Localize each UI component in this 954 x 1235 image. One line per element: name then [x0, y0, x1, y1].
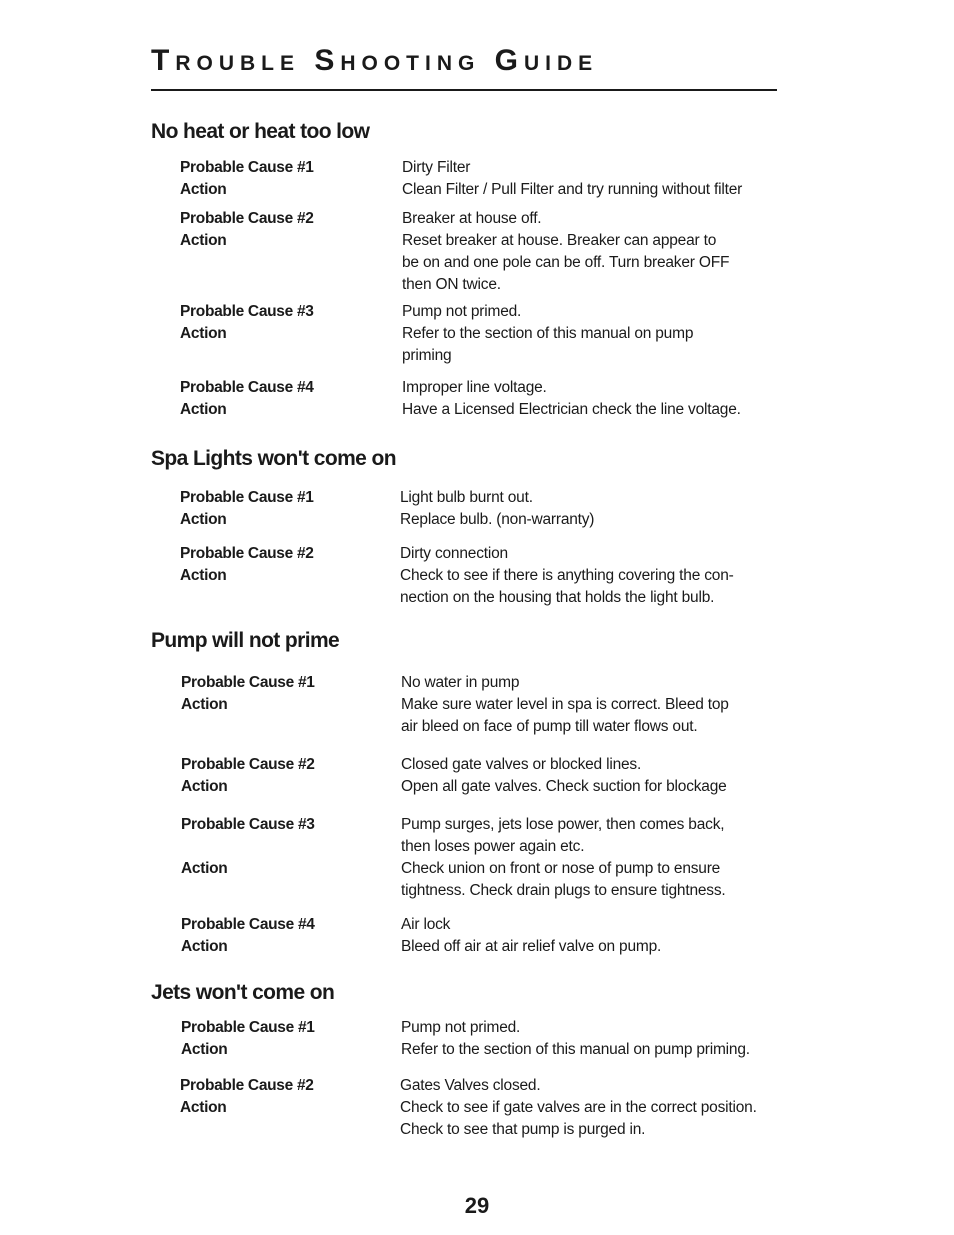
- cause-text: then loses power again etc.: [401, 838, 585, 855]
- cause-label: Probable Cause #2: [180, 545, 314, 562]
- cause-label: Probable Cause #3: [181, 816, 315, 833]
- section-spa-lights: [151, 446, 791, 606]
- section-title: Spa Lights won't come on: [151, 447, 396, 470]
- action-text: Check to see if there is anything covering the con-: [400, 567, 734, 584]
- action-text: air bleed on face of pump till water flows out.: [401, 718, 698, 735]
- page-title: Trouble Shooting Guide: [151, 44, 599, 77]
- action-text: Reset breaker at house. Breaker can appear to: [402, 232, 717, 249]
- action-text: Refer to the section of this manual on pump: [402, 325, 694, 342]
- cause-label: Probable Cause #2: [180, 210, 314, 227]
- action-text: Replace bulb. (non-warranty): [400, 511, 595, 528]
- action-text: tightness. Check drain plugs to ensure tightness.: [401, 882, 726, 899]
- action-label: Action: [181, 860, 228, 877]
- cause-text: Dirty Filter: [402, 159, 471, 176]
- section-title: Pump will not prime: [151, 629, 340, 652]
- action-text: Check union on front or nose of pump to ensure: [401, 860, 721, 877]
- cause-label: Probable Cause #2: [180, 1077, 314, 1094]
- header-rule: [151, 89, 777, 91]
- cause-text: Light bulb burnt out.: [400, 489, 533, 506]
- cause-text: Pump not primed.: [402, 303, 522, 320]
- action-label: Action: [180, 511, 227, 528]
- section-pump-prime: [151, 628, 791, 955]
- section-jets: [151, 980, 791, 1138]
- action-label: Action: [180, 325, 227, 342]
- action-text: Check to see that pump is purged in.: [400, 1121, 646, 1138]
- cause-text: Pump surges, jets lose power, then comes back,: [401, 816, 725, 833]
- action-text: Have a Licensed Electrician check the line voltage.: [402, 401, 741, 418]
- cause-text: Improper line voltage.: [402, 379, 547, 396]
- action-text: Check to see if gate valves are in the correct position.: [400, 1099, 757, 1116]
- action-label: Action: [180, 181, 227, 198]
- cause-label: Probable Cause #1: [181, 674, 315, 691]
- cause-label: Probable Cause #1: [180, 489, 314, 506]
- action-label: Action: [181, 778, 228, 795]
- action-text: Open all gate valves. Check suction for blockage: [401, 778, 727, 795]
- action-text: then ON twice.: [402, 276, 501, 293]
- page-header: [151, 44, 777, 78]
- section-title: Jets won't come on: [151, 981, 335, 1004]
- section-no-heat: [151, 119, 791, 418]
- section-title: No heat or heat too low: [151, 120, 370, 143]
- action-text: Make sure water level in spa is correct. Bleed top: [401, 696, 729, 713]
- action-label: Action: [181, 696, 228, 713]
- cause-text: Closed gate valves or blocked lines.: [401, 756, 642, 773]
- cause-text: No water in pump: [401, 674, 520, 691]
- cause-label: Probable Cause #4: [180, 379, 314, 396]
- action-text: nection on the housing that holds the light bulb.: [400, 589, 715, 606]
- action-text: Clean Filter / Pull Filter and try running without filter: [402, 181, 743, 198]
- action-text: Bleed off air at air relief valve on pump.: [401, 938, 662, 955]
- cause-label: Probable Cause #4: [181, 916, 315, 933]
- cause-text: Gates Valves closed.: [400, 1077, 541, 1094]
- cause-text: Air lock: [401, 916, 451, 933]
- action-label: Action: [180, 401, 227, 418]
- page-number: 29: [464, 1193, 490, 1218]
- action-label: Action: [181, 1041, 228, 1058]
- action-label: Action: [180, 567, 227, 584]
- cause-label: Probable Cause #1: [180, 159, 314, 176]
- cause-text: Breaker at house off.: [402, 210, 542, 227]
- action-text: be on and one pole can be off. Turn breaker OFF: [402, 254, 730, 271]
- action-label: Action: [180, 1099, 227, 1116]
- cause-label: Probable Cause #2: [181, 756, 315, 773]
- cause-label: Probable Cause #3: [180, 303, 314, 320]
- cause-text: Pump not primed.: [401, 1019, 521, 1036]
- action-text: Refer to the section of this manual on pump priming.: [401, 1041, 750, 1058]
- action-label: Action: [181, 938, 228, 955]
- cause-label: Probable Cause #1: [181, 1019, 315, 1036]
- action-text: priming: [402, 347, 452, 364]
- cause-text: Dirty connection: [400, 545, 508, 562]
- action-label: Action: [180, 232, 227, 249]
